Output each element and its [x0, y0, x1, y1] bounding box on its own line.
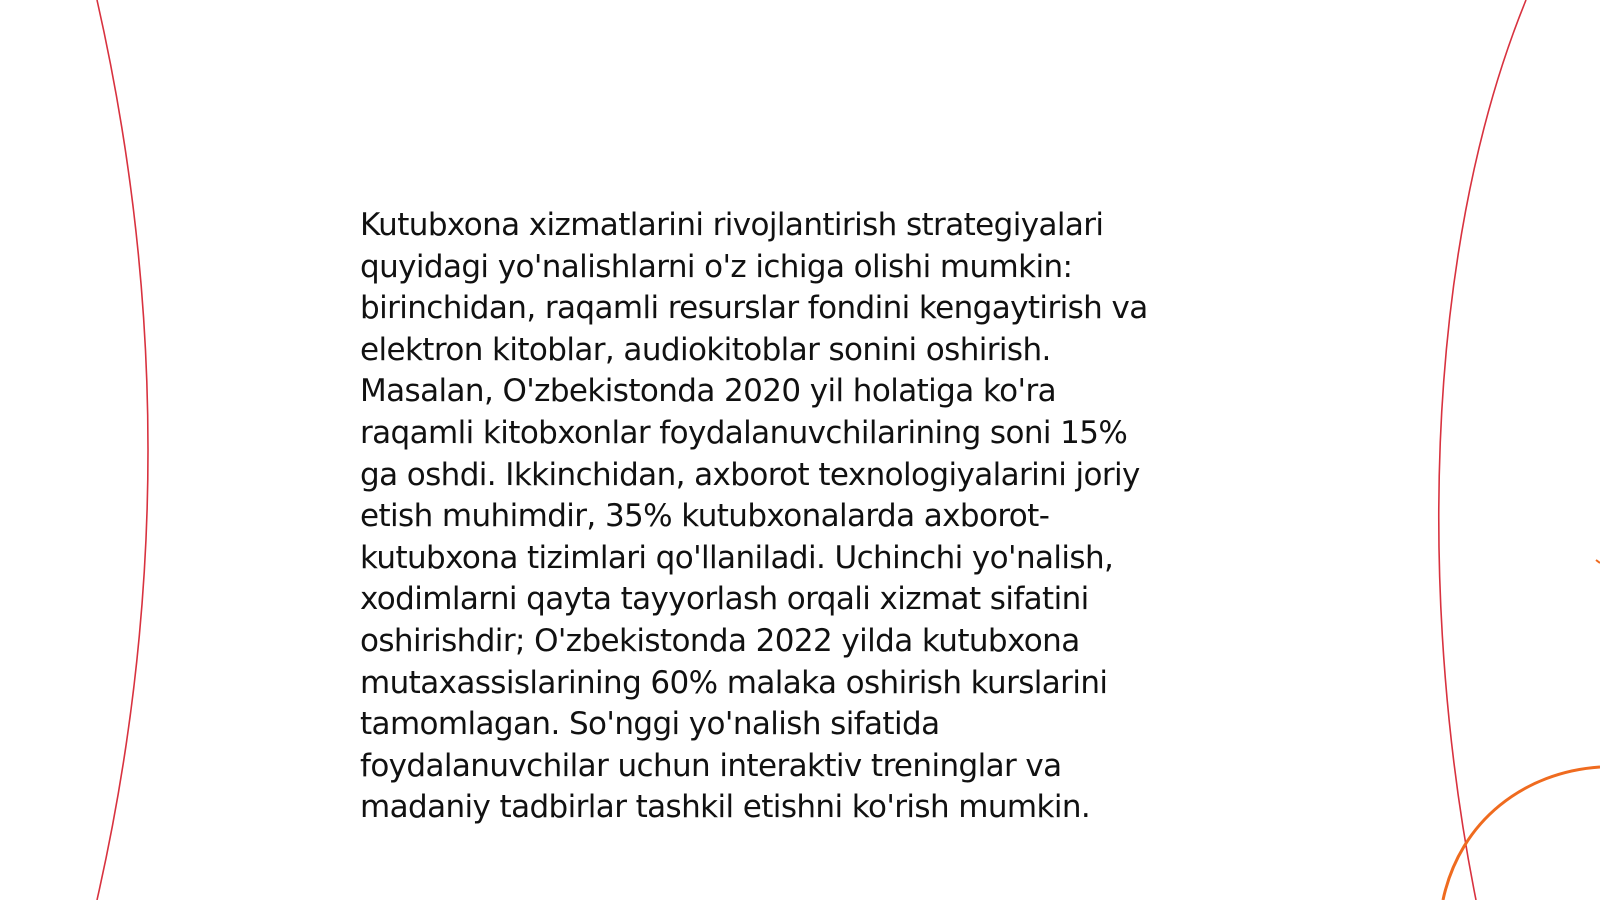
- right-arc-line: [1439, 0, 1526, 900]
- orange-circle-arc: [1443, 767, 1600, 900]
- left-arc-line: [97, 0, 148, 900]
- small-orange-mark: [1596, 560, 1600, 563]
- slide-body-text: Kutubxona xizmatlarini rivojlantirish strategiyalari quyidagi yo'nalishlarni o'z ichiga olishi mumkin: birinchidan, raqamli resurslar fondini kengaytirish va elektron kitoblar, audiokitoblar sonini oshirish. Masalan, O'zbekistonda 2020 yil holatiga ko'ra raqamli kitobxonlar foydalanuvchilarining soni 15% ga oshdi. Ikkinchidan, axborot texnologiyalarini joriy etish muhimdir, 35% kutubxonalarda axborot- kutubxona tizimlari qo'llaniladi. Uchinchi yo'nalish, xodimlarni qayta tayyorlash orqali xizmat sifatini oshirishdir; O'zbekistonda 2022 yilda kutubxona mutaxassislarining 60% malaka oshirish kurslarini tamomlagan. So'nggi yo'nalish sifatida foydalanuvchilar uchun interaktiv treninglar va madaniy tadbirlar tashkil etishni ko'rish mumkin.: [360, 207, 1148, 826]
